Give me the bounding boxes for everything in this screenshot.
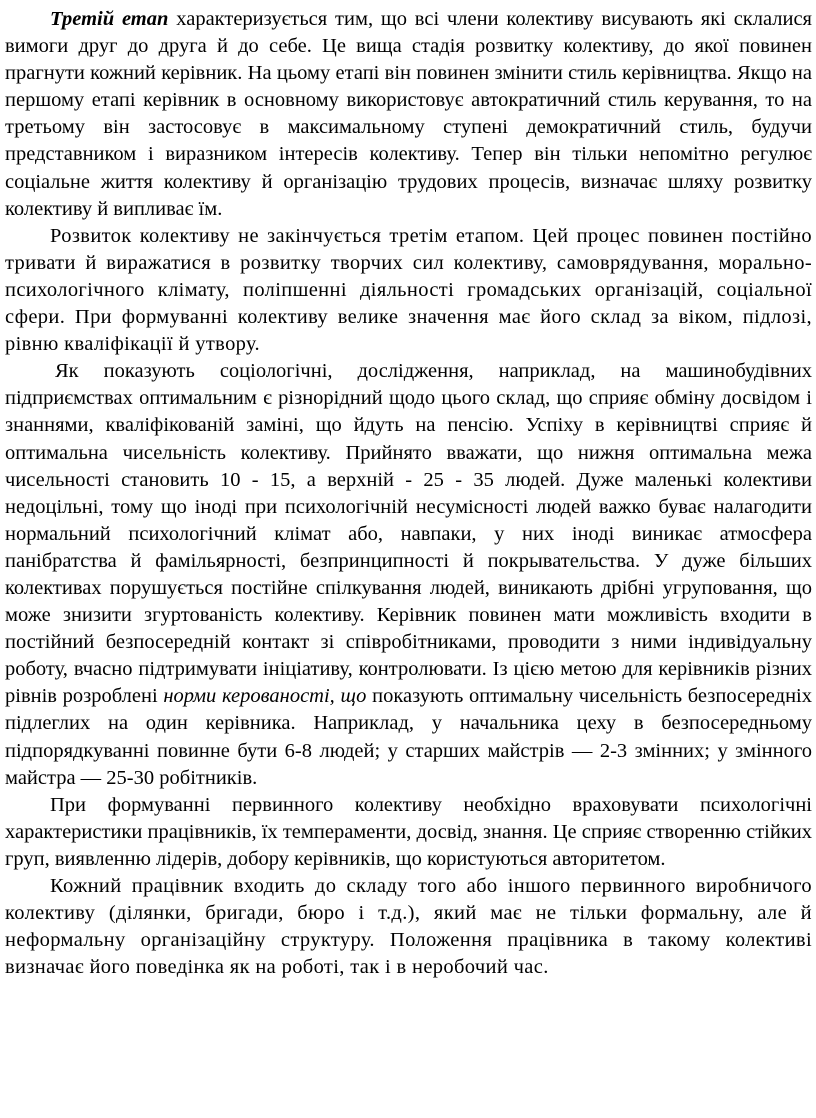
term-control-norms: норми керованості, що: [163, 685, 367, 708]
paragraph-text: Розвиток колективу не закінчується третім етапом. Цей процес повинен постійно тривати й виражатися в розвитку творчих сил колективу, самоврядування, морально-психологічного клімату, поліпшенні діяльності громадських організацій, соціальної сфери. При формуванні колективу велике значення має його склад за віком, підлозі, рівню кваліфікації й утвору.: [5, 224, 812, 356]
paragraph-text: Як показують соціологічні, дослідження, наприклад, на машинобудівних підприємствах оптимальним є різнорідний щодо цього склад, що сприяє обміну досвідом і знаннями, кваліфікованій заміні, що йдуть на пенсію. Успіху в керівництві сприяє й оптимальна чисельність колективу. Прийнято вважати, що нижня оптимальна межа чисельності становить 10 - 15, а верхній - 25 - 35 людей. Дуже маленькі колективи недоцільні, тому що іноді при психологічній несумісності людей важко буває налагодити нормальний психологічний клімат або, навпаки, у них іноді виникає атмосфера панібратства й фамільярності, безпринципності й покрывательства. У дуже більших колективах порушується постійне спілкування людей, виникають дрібні угруповання, що може знизити згуртованість колективу. Керівник повинен мати можливість входити в постійний безпосередній контакт зі співробітниками, проводити з ними індивідуальну роботу, вчасно підтримувати ініціативу, контролювати. Із цією метою для керівників різних рівнів розроблені: [5, 360, 812, 708]
paragraph-text: Кожний працівник входить до складу того або іншого первинного виробничого колективу (ділянки, бригади, бюро і т.д.), який має не тільки формальну, але й неформальну організаційну структуру. Положення працівника в такому колективі визначає його поведінка як на роботі, так і в неробочий час.: [5, 875, 812, 979]
paragraph-third-stage: [5, 6, 812, 223]
paragraph-worker-position: [5, 873, 812, 981]
paragraph-primary-collective: [5, 792, 812, 873]
paragraph-text: При формуванні первинного колективу необхідно враховувати психологічні характеристики працівників, їх темпераменти, досвід, знання. Це сприяє створенню стійких груп, виявленню лідерів, добору керівників, що користуються авторитетом.: [5, 793, 812, 870]
paragraph-text: показують оптимальну чисельність безпосередніх підлеглих на один керівника. Наприклад, у начальника цеху в безпосередньому підпорядкуванні повинне бути 6-8 людей; у старших майстрів — 2-3 змінних; у змінного майстра — 25-30 робітників.: [5, 685, 812, 789]
paragraph-development: [5, 223, 812, 358]
term-third-stage: Третій етап: [50, 8, 169, 30]
paragraph-optimal-size: [5, 358, 812, 792]
paragraph-text: характеризується тим, що всі члени колективу висувають які склалися вимоги друг до друга й до себе. Це вища стадія розвитку колективу, до якої повинен прагнути кожний керівник. На цьому етапі він повинен змінити стиль керівництва. Якщо на першому етапі керівник в основному використовує автократичний стиль керування, то на третьому він застосовує в максимальному ступені демократичний стиль, будучи представником і виразником інтересів колективу. Тепер він тільки непомітно регулює соціальне життя колективу й організацію трудових процесів, визначає шляху розвитку колективу й випливає їм.: [5, 8, 812, 220]
